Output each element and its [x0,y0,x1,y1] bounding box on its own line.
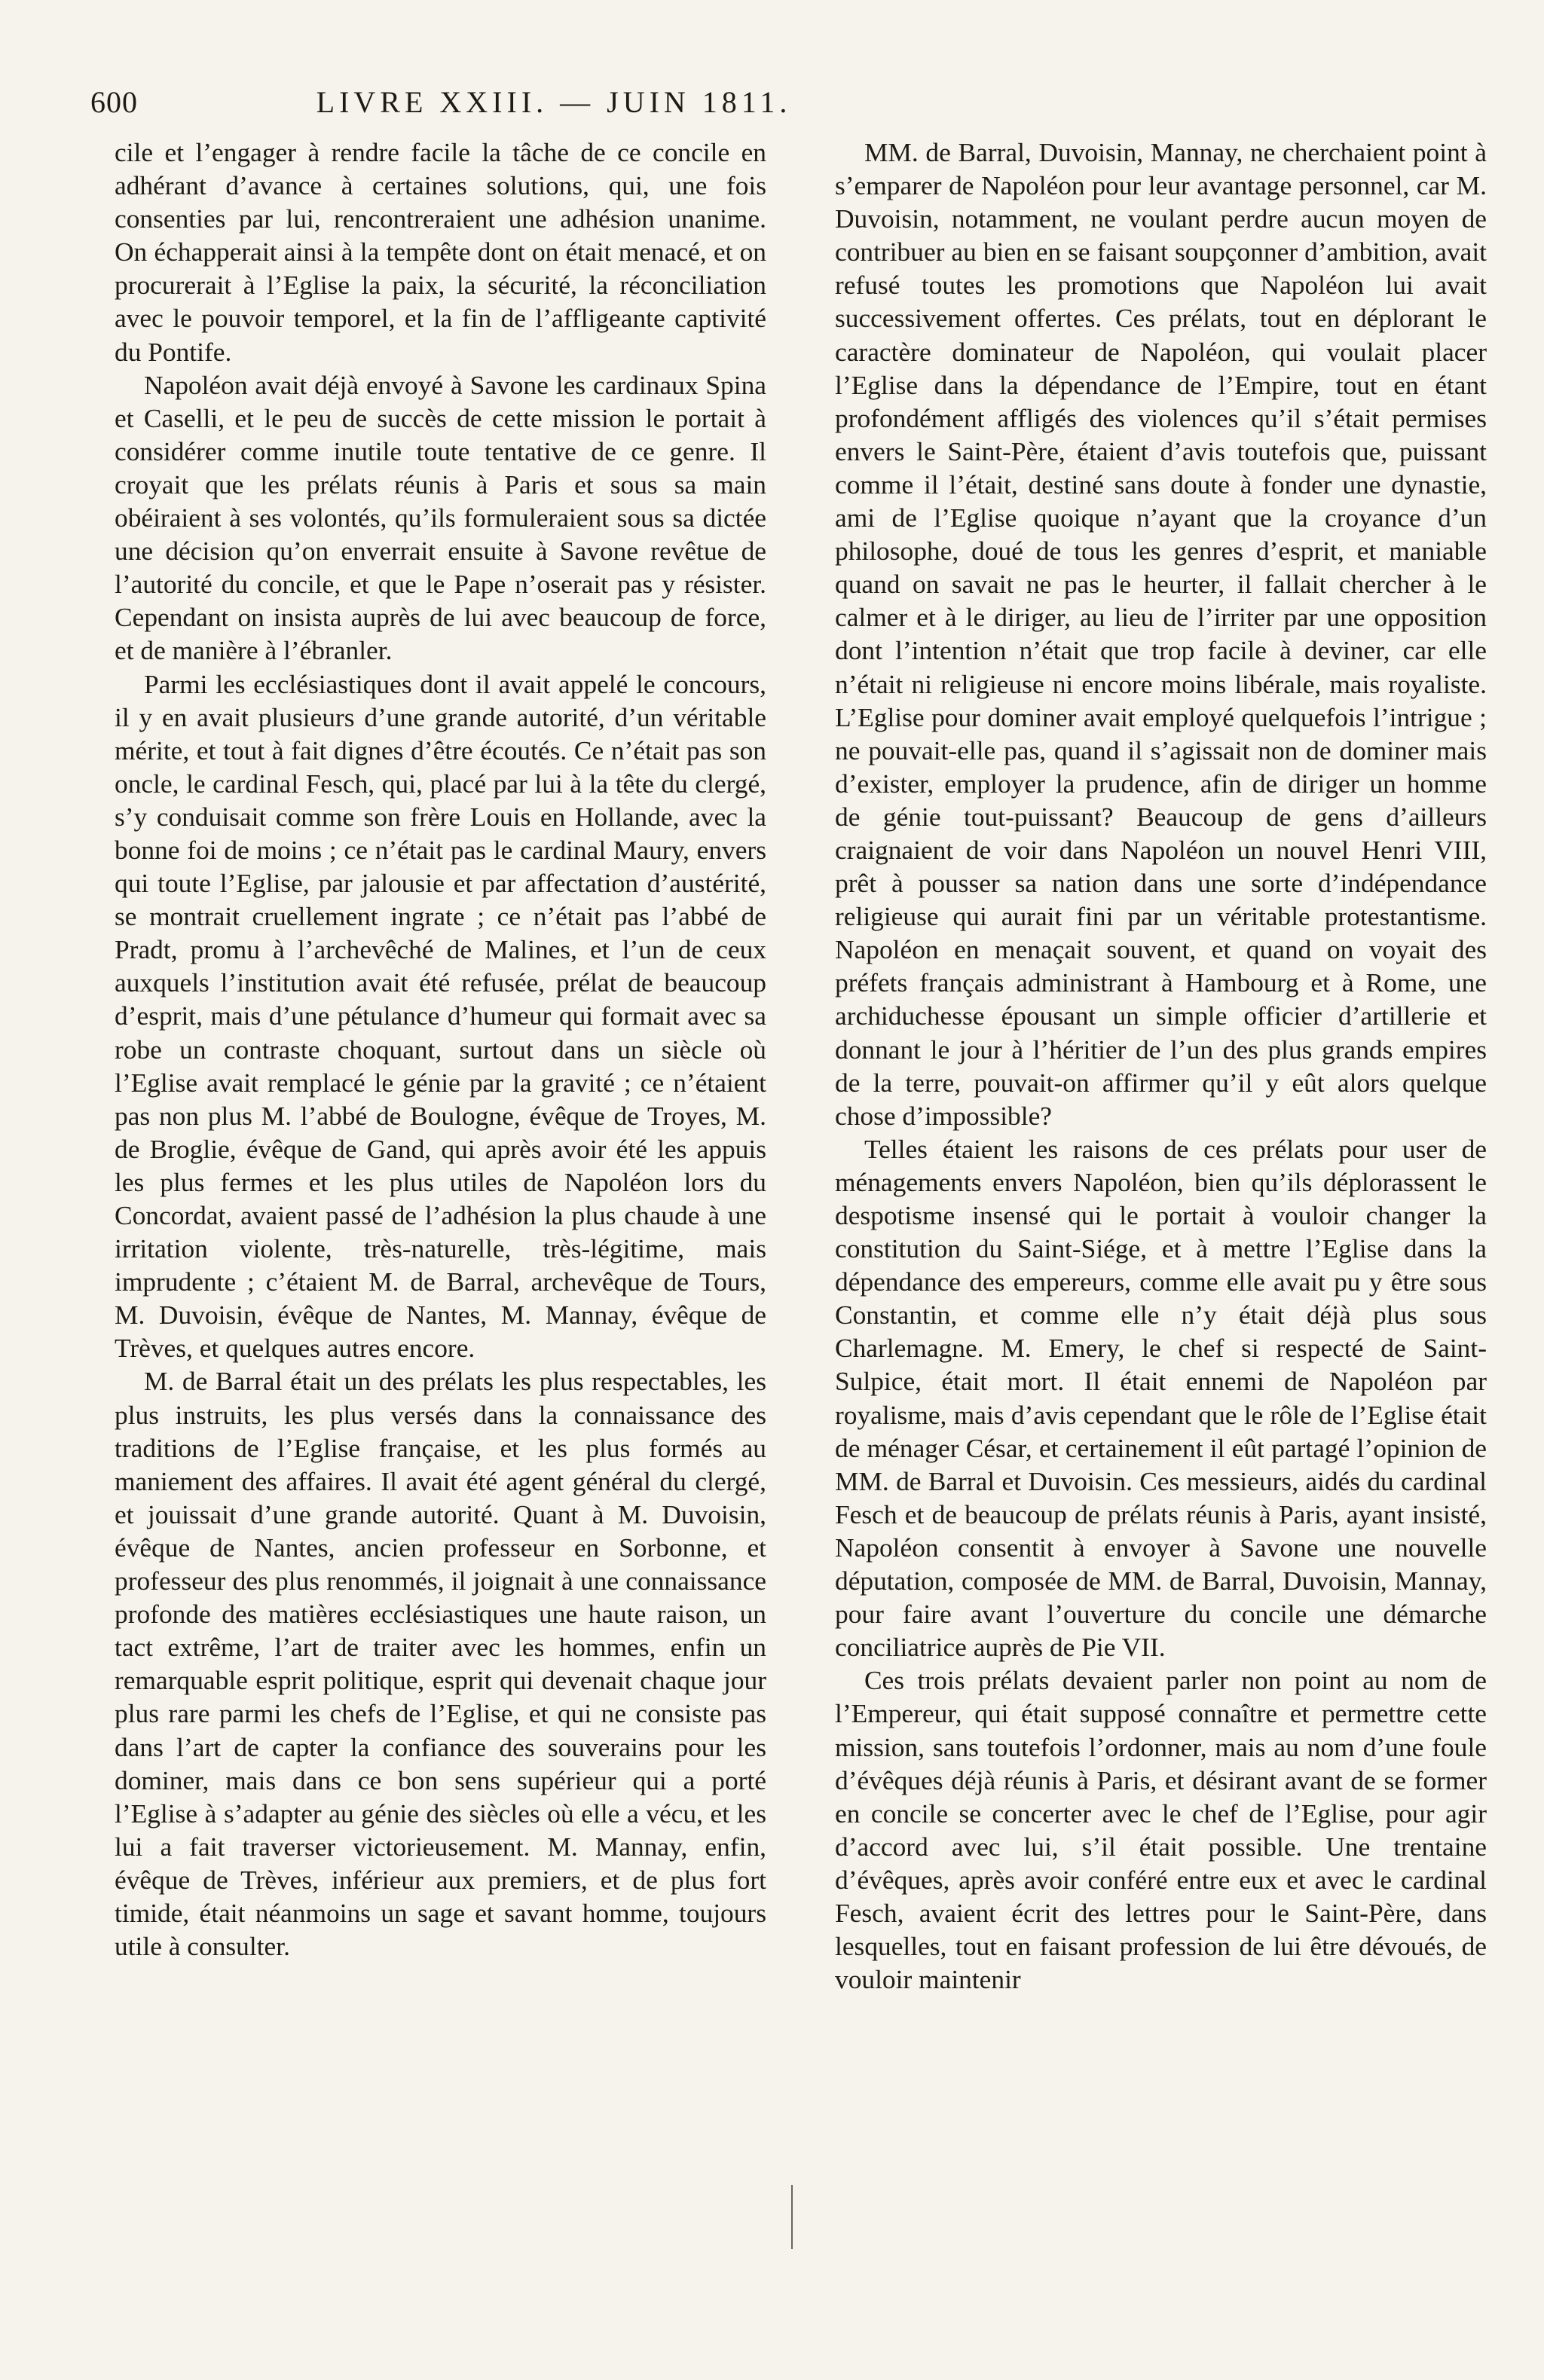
column-divider [791,2185,793,2249]
paragraph: MM. de Barral, Duvoisin, Mannay, ne cherchaient point à s’emparer de Napoléon pour leur avantage personnel, car M. Duvoisin, notamment, ne voulant perdre aucun moyen de contribuer au bien en se faisant soupçonner d’ambition, avait refusé toutes les promotions que Napoléon lui avait successivement offertes. Ces prélats, tout en déplorant le caractère dominateur de Napoléon, qui voulait placer l’Eglise dans la dépendance de l’Empire, tout en étant profondément affligés des violences qu’il s’était permises envers le Saint-Père, étaient d’avis toutefois que, puissant comme il l’était, destiné sans doute à fonder une dynastie, ami de l’Eglise quoique n’ayant que la croyance d’un philosophe, doué de tous les genres d’esprit, et maniable quand on savait ne pas le heurter, il fallait chercher à le calmer et à le diriger, au lieu de l’irriter par une opposition dont l’intention n’était que trop facile à deviner, car elle n’était ni religieuse ni encore moins libérale, mais royaliste. L’Eglise pour dominer avait employé quelquefois l’intrigue ; ne pouvait-elle pas, quand il s’agissait non de dominer mais d’exister, employer la prudence, afin de diriger un homme de génie tout-puissant? Beaucoup de gens d’ailleurs craignaient de voir dans Napoléon un nouvel Henri VIII, prêt à pousser sa nation dans une sorte d’indépendance religieuse qui aurait fini par un véritable protestantisme. Napoléon en menaçait souvent, et quand on voyait des préfets français administrant à Hambourg et à Rome, une archiduchesse épousant un simple officier d’artillerie et donnant le jour à l’héritier de l’un des plus grands empires de la terre, pouvait-on affirmer qu’il y eût alors quelque chose d’impossible? [835,137,1487,1131]
right-column [835,136,1487,1996]
paragraph: Telles étaient les raisons de ces prélats pour user de ménagements envers Napoléon, bien qu’ils déplorassent le despotisme insensé qui le portait à vouloir changer la constitution du Saint-Siége, et à mettre l’Eglise dans la dépendance des empereurs, comme elle avait pu y être sous Constantin, et comme elle n’y était déjà plus sous Charlemagne. M. Emery, le chef si respecté de Saint-Sulpice, était mort. Il était ennemi de Napoléon par royalisme, mais d’avis cependant que le rôle de l’Eglise était de ménager César, et certainement il eût partagé l’opinion de MM. de Barral et Duvoisin. Ces messieurs, aidés du cardinal Fesch et de beaucoup de prélats réunis à Paris, ayant insisté, Napoléon consentit à envoyer à Savone une nouvelle députation, composée de MM. de Barral, Duvoisin, Mannay, pour faire avant l’ouverture du concile une démarche conciliatrice auprès de Pie VII. [835,1133,1487,1663]
paragraph: Parmi les ecclésiastiques dont il avait appelé le concours, il y en avait plusieurs d’une grande autorité, d’un véritable mérite, et tout à fait dignes d’être écoutés. Ce n’était pas son oncle, le cardinal Fesch, qui, placé par lui à la tête du clergé, s’y conduisait comme son frère Louis en Hollande, avec la bonne foi de moins ; ce n’était pas le cardinal Maury, envers qui toute l’Eglise, par jalousie et par affectation d’austérité, se montrait cruellement ingrate ; ce n’était pas l’abbé de Pradt, promu à l’archevêché de Malines, et l’un de ceux auxquels l’institution avait été refusée, prélat de beaucoup d’esprit, mais d’une pétulance d’humeur qui formait avec sa robe un contraste choquant, surtout dans un siècle où l’Eglise avait remplacé le génie par la gravité ; ce n’étaient pas non plus M. l’abbé de Boulogne, évêque de Troyes, M. de Broglie, évêque de Gand, qui après avoir été les appuis les plus fermes et les plus utiles de Napoléon lors du Concordat, avaient passé de l’adhésion la plus chaude à une irritation violente, très-naturelle, très-légitime, mais imprudente ; c’étaient M. de Barral, archevêque de Tours, M. Duvoisin, évêque de Nantes, M. Mannay, évêque de Trèves, et quelques autres encore. [115,668,766,1364]
paragraph: M. de Barral était un des prélats les plus respectables, les plus instruits, les plus versés dans la connaissance des traditions de l’Eglise française, et les plus formés au maniement des affaires. Il avait été agent général du clergé, et jouissait d’une grande autorité. Quant à M. Duvoisin, évêque de Nantes, ancien professeur en Sorbonne, et professeur des plus renommés, il joignait à une connaissance profonde des matières ecclésiastiques une haute raison, un tact extrême, l’art de traiter avec les hommes, enfin un remarquable esprit politique, esprit qui devenait chaque jour plus rare parmi les chefs de l’Eglise, et qui ne consiste pas dans l’art de capter la confiance des souverains pour les dominer, mais dans ce bon sens supérieur qui a porté l’Eglise à s’adapter au génie des siècles où elle a vécu, et les lui a fait traverser victorieusement. M. Mannay, enfin, évêque de Trèves, inférieur aux premiers, et de plus fort timide, était néanmoins un sage et savant homme, toujours utile à consulter. [115,1366,766,1962]
page-number: 600 [90,85,138,119]
left-column [115,136,766,1963]
paragraph: cile et l’engager à rendre facile la tâche de ce concile en adhérant d’avance à certaines solutions, qui, une fois consenties par lui, rencontreraient une adhésion unanime. On échapperait ainsi à la tempête dont on était menacé, et on procurerait à l’Eglise la paix, la sécurité, la réconciliation avec le pouvoir temporel, et la fin de l’affligeante captivité du Pontife. [115,137,766,367]
paragraph: Napoléon avait déjà envoyé à Savone les cardinaux Spina et Caselli, et le peu de succès de cette mission le portait à considérer comme inutile toute tentative de ce genre. Il croyait que les prélats réunis à Paris et sous sa main obéiraient à ses volontés, qu’ils formuleraient sous sa dictée une décision qu’on enverrait ensuite à Savone revêtue de l’autorité du concile, et que le Pape n’oserait pas y résister. Cependant on insista auprès de lui avec beaucoup de force, et de manière à l’ébranler. [115,369,766,666]
running-head [90,84,1469,130]
paragraph: Ces trois prélats devaient parler non point au nom de l’Empereur, qui était supposé connaître et permettre cette mission, sans toutefois l’ordonner, mais au nom d’une foule d’évêques déjà réunis à Paris, et désirant avant de se former en concile se concerter avec le chef de l’Eglise, pour agir d’accord avec lui, s’il était possible. Une trentaine d’évêques, après avoir conféré entre eux et avec le cardinal Fesch, avaient écrit des lettres pour le Saint-Père, dans lesquelles, tout en faisant profession de lui être dévoués, de vouloir maintenir [835,1665,1487,1995]
running-title: LIVRE XXIII. — JUIN 1811. [316,85,792,119]
